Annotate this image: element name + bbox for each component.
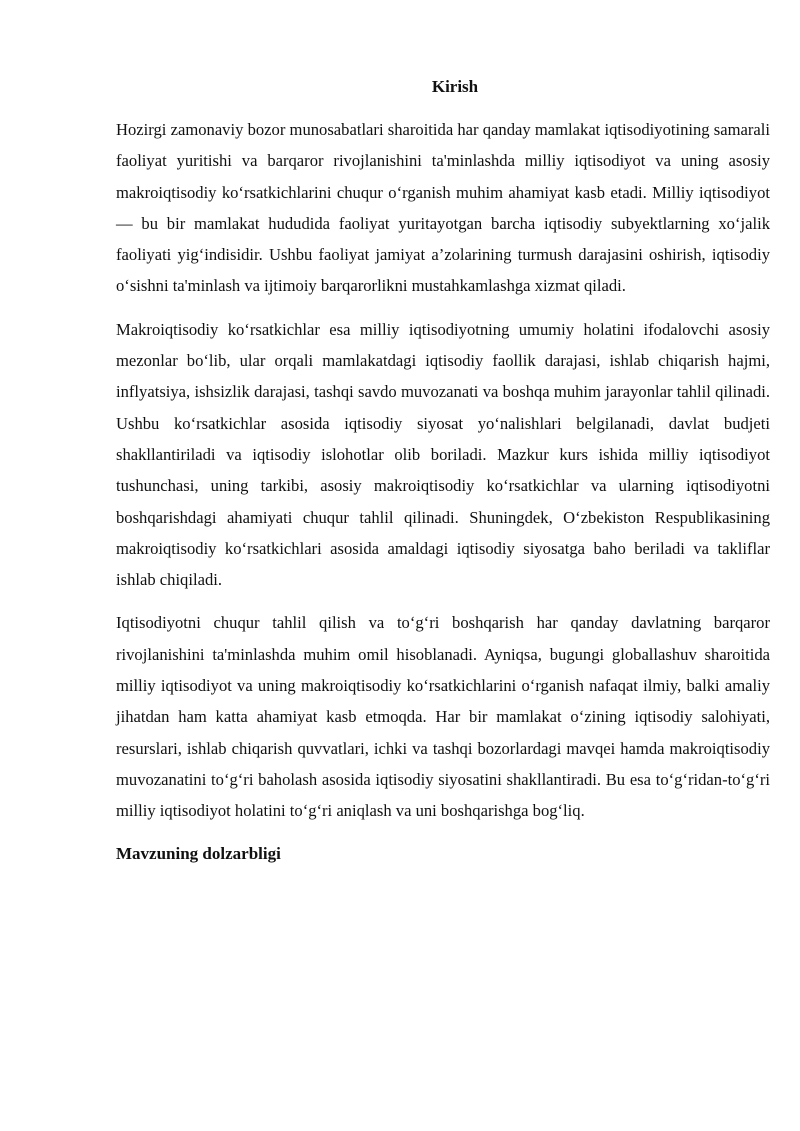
section-heading: Mavzuning dolzarbligi [116, 843, 281, 863]
paragraph-2: Makroiqtisodiy ko‘rsatkichlar esa milliy iqtisodiyotning umumiy holatini ifodalovchi asosiy mezonlar bo‘lib, ular orqali mamlakatdagi iqtisodiy faollik darajasi, ishlab chiqarish hajmi, inflyatsiya, ishsizlik darajasi, tashqi savdo muvozanati va boshqa muhim jarayonlar tahlil qilinadi. Ushbu ko‘rsatkichlar asosida iqtisodiy siyosat yo‘nalishlari belgilanadi, davlat budjeti shakllantiriladi va iqtisodiy islohotlar olib boriladi. Mazkur kurs ishida milliy iqtisodiyot tushunchasi, uning tarkibi, asosiy makroiqtisodiy ko‘rsatkichlar va ularning iqtisodiyotni boshqarishdagi ahamiyati chuqur tahlil qilinadi. Shuningdek, O‘zbekiston Respublikasining makroiqtisodiy ko‘rsatkichlari asosida amaldagi iqtisodiy siyosatga baho beriladi va takliflar ishlab chiqiladi. [116, 319, 770, 590]
page-title: Kirish [431, 77, 479, 96]
page-content [116, 72, 770, 869]
paragraph-3: Iqtisodiyotni chuqur tahlil qilish va to‘g‘ri boshqarish har qanday davlatning barqaror rivojlanishini ta'minlashda muhim omil hisoblanadi. Ayniqsa, bugungi globallashuv sharoitida milliy iqtisodiyot va uning makroiqtisodiy ko‘rsatkichlarini o‘rganish nafaqat ilmiy, balki amaliy jihatdan ham katta ahamiyat kasb etmoqda. Har bir mamlakat o‘zining iqtisodiy salohiyati, resurslari, ishlab chiqarish quvvatlari, ichki va tashqi bozorlardagi mavqei hamda makroiqtisodiy muvozanatini to‘g‘ri baholash asosida iqtisodiy siyosatini shakllantiradi. Bu esa to‘g‘ridan-to‘g‘ri milliy iqtisodiyot holatini to‘g‘ri aniqlash va uni boshqarishga bog‘liq. [116, 613, 770, 821]
paragraph-1: Hozirgi zamonaviy bozor munosabatlari sharoitida har qanday mamlakat iqtisodiyotining samarali faoliyat yuritishi va barqaror rivojlanishini ta'minlashda milliy iqtisodiyot va uning asosiy makroiqtisodiy ko‘rsatkichlarini chuqur o‘rganish muhim ahamiyat kasb etadi. Milliy iqtisodiyot — bu bir mamlakat hududida faoliyat yuritayotgan barcha iqtisodiy subyektlarning xo‘jalik faoliyati yig‘indisidir. Ushbu faoliyat jamiyat a’zolarining turmush darajasini oshirish, iqtisodiy o‘sishni ta'minlash va ijtimoiy barqarorlikni mustahkamlashga xizmat qiladi. [116, 120, 770, 296]
